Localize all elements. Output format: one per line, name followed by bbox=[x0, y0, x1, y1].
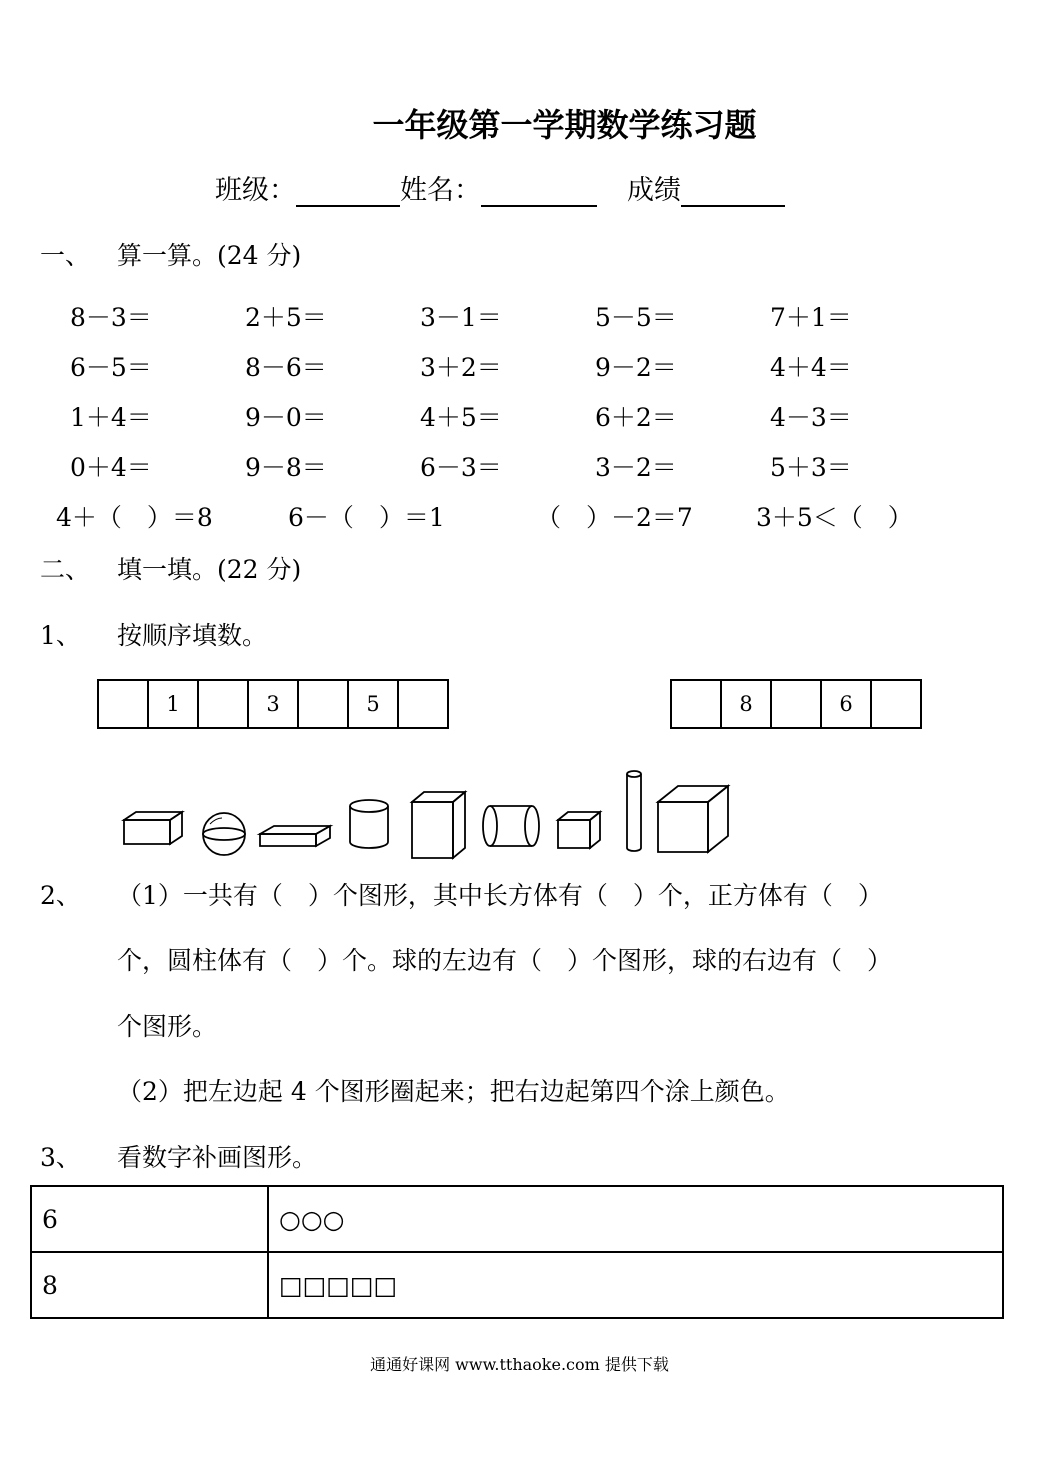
sequence-boxes-left bbox=[97, 679, 449, 729]
fill-equation[interactable]: 4＋（ ）＝8 bbox=[56, 503, 213, 532]
cuboid-shape bbox=[124, 812, 182, 844]
sequence-cell[interactable] bbox=[672, 681, 722, 727]
calc-equation[interactable]: 9－8＝ bbox=[245, 453, 327, 482]
sequence-cell[interactable] bbox=[399, 681, 447, 727]
cube-shape bbox=[558, 812, 600, 848]
cylinder-shape bbox=[350, 800, 388, 848]
q3-text: 看数字补画图形。 bbox=[117, 1143, 318, 1172]
q2-line1: （1）一共有（ ）个图形，其中长方体有（ ）个，正方体有（ ） bbox=[117, 881, 883, 910]
page-title: 一年级第一学期数学练习题 bbox=[372, 106, 757, 144]
sequence-boxes-right bbox=[670, 679, 922, 729]
q2-line2: 个，圆柱体有（ ）个。球的左边有（ ）个图形，球的右边有（ ） bbox=[117, 946, 893, 975]
calc-equation[interactable]: 3＋2＝ bbox=[420, 353, 502, 382]
section2-heading-num: 二、 bbox=[40, 555, 91, 584]
calc-equation[interactable]: 6＋2＝ bbox=[595, 403, 677, 432]
calc-equation[interactable]: 9－0＝ bbox=[245, 403, 327, 432]
calc-equation[interactable]: 4＋5＝ bbox=[420, 403, 502, 432]
sphere-shape bbox=[203, 813, 245, 855]
section1-heading-num: 一、 bbox=[40, 241, 91, 270]
calc-equation[interactable]: 8－6＝ bbox=[245, 353, 327, 382]
q2-number: 2、 bbox=[40, 881, 81, 910]
table-row bbox=[31, 1252, 1003, 1318]
sequence-cell[interactable]: 3 bbox=[249, 681, 299, 727]
q1-text: 按顺序填数。 bbox=[117, 621, 268, 650]
footer-note: 通通好课网 www.tthaoke.com 提供下载 bbox=[370, 1355, 669, 1374]
draw-shapes-table bbox=[30, 1185, 1004, 1319]
calc-equation[interactable]: 2＋5＝ bbox=[245, 303, 327, 332]
sequence-cell[interactable]: 5 bbox=[349, 681, 399, 727]
row-number: 8 bbox=[31, 1252, 268, 1318]
fill-equation[interactable]: 6－（ ）＝1 bbox=[288, 503, 445, 532]
thin-cylinder-shape bbox=[627, 771, 641, 851]
sequence-cell[interactable]: 1 bbox=[149, 681, 199, 727]
sequence-cell[interactable] bbox=[872, 681, 920, 727]
calc-equation[interactable]: 9－2＝ bbox=[595, 353, 677, 382]
table-row bbox=[31, 1186, 1003, 1252]
class-label: 班级： bbox=[215, 175, 296, 206]
calc-equation[interactable]: 4－3＝ bbox=[770, 403, 852, 432]
section1-heading: 算一算。(24 分) bbox=[117, 241, 302, 270]
sequence-cell[interactable]: 8 bbox=[722, 681, 772, 727]
calc-equation[interactable]: 5－5＝ bbox=[595, 303, 677, 332]
class-blank[interactable] bbox=[296, 179, 400, 207]
row-shapes[interactable]: ○○○ bbox=[268, 1186, 1003, 1252]
row-number: 6 bbox=[31, 1186, 268, 1252]
calc-equation[interactable]: 0＋4＝ bbox=[70, 453, 152, 482]
score-label: 成绩 bbox=[627, 175, 681, 206]
sequence-cell[interactable]: 6 bbox=[822, 681, 872, 727]
tall-cuboid-shape bbox=[412, 792, 465, 858]
student-info-line bbox=[215, 168, 785, 207]
calc-equation[interactable]: 4＋4＝ bbox=[770, 353, 852, 382]
calc-equation[interactable]: 3－2＝ bbox=[595, 453, 677, 482]
sequence-cell[interactable] bbox=[299, 681, 349, 727]
big-cube-shape bbox=[658, 786, 728, 852]
q1-number: 1、 bbox=[40, 621, 81, 650]
calc-equation[interactable]: 6－3＝ bbox=[420, 453, 502, 482]
calc-equation[interactable]: 1＋4＝ bbox=[70, 403, 152, 432]
calc-equation[interactable]: 6－5＝ bbox=[70, 353, 152, 382]
horizontal-cylinder-shape bbox=[483, 806, 539, 846]
fill-equation[interactable]: 3＋5＜（ ） bbox=[756, 503, 913, 532]
flat-cuboid-shape bbox=[260, 826, 330, 846]
fill-equation[interactable]: （ ）－2＝7 bbox=[536, 503, 693, 532]
name-label: 姓名： bbox=[400, 175, 481, 206]
row-shapes[interactable]: □□□□□ bbox=[268, 1252, 1003, 1318]
calc-equation[interactable]: 7＋1＝ bbox=[770, 303, 852, 332]
q2-line3: 个图形。 bbox=[117, 1012, 218, 1041]
sequence-cell[interactable] bbox=[99, 681, 149, 727]
sequence-cell[interactable] bbox=[199, 681, 249, 727]
calc-equation[interactable]: 5＋3＝ bbox=[770, 453, 852, 482]
calc-equation[interactable]: 8－3＝ bbox=[70, 303, 152, 332]
calc-equation[interactable]: 3－1＝ bbox=[420, 303, 502, 332]
q2-line4: （2）把左边起 4 个图形圈起来；把右边起第四个涂上颜色。 bbox=[117, 1077, 790, 1106]
score-blank[interactable] bbox=[681, 179, 785, 207]
sequence-cell[interactable] bbox=[772, 681, 822, 727]
q3-number: 3、 bbox=[40, 1143, 81, 1172]
name-blank[interactable] bbox=[481, 179, 597, 207]
section2-heading: 填一填。(22 分) bbox=[117, 555, 302, 584]
shapes-illustration bbox=[110, 762, 750, 870]
